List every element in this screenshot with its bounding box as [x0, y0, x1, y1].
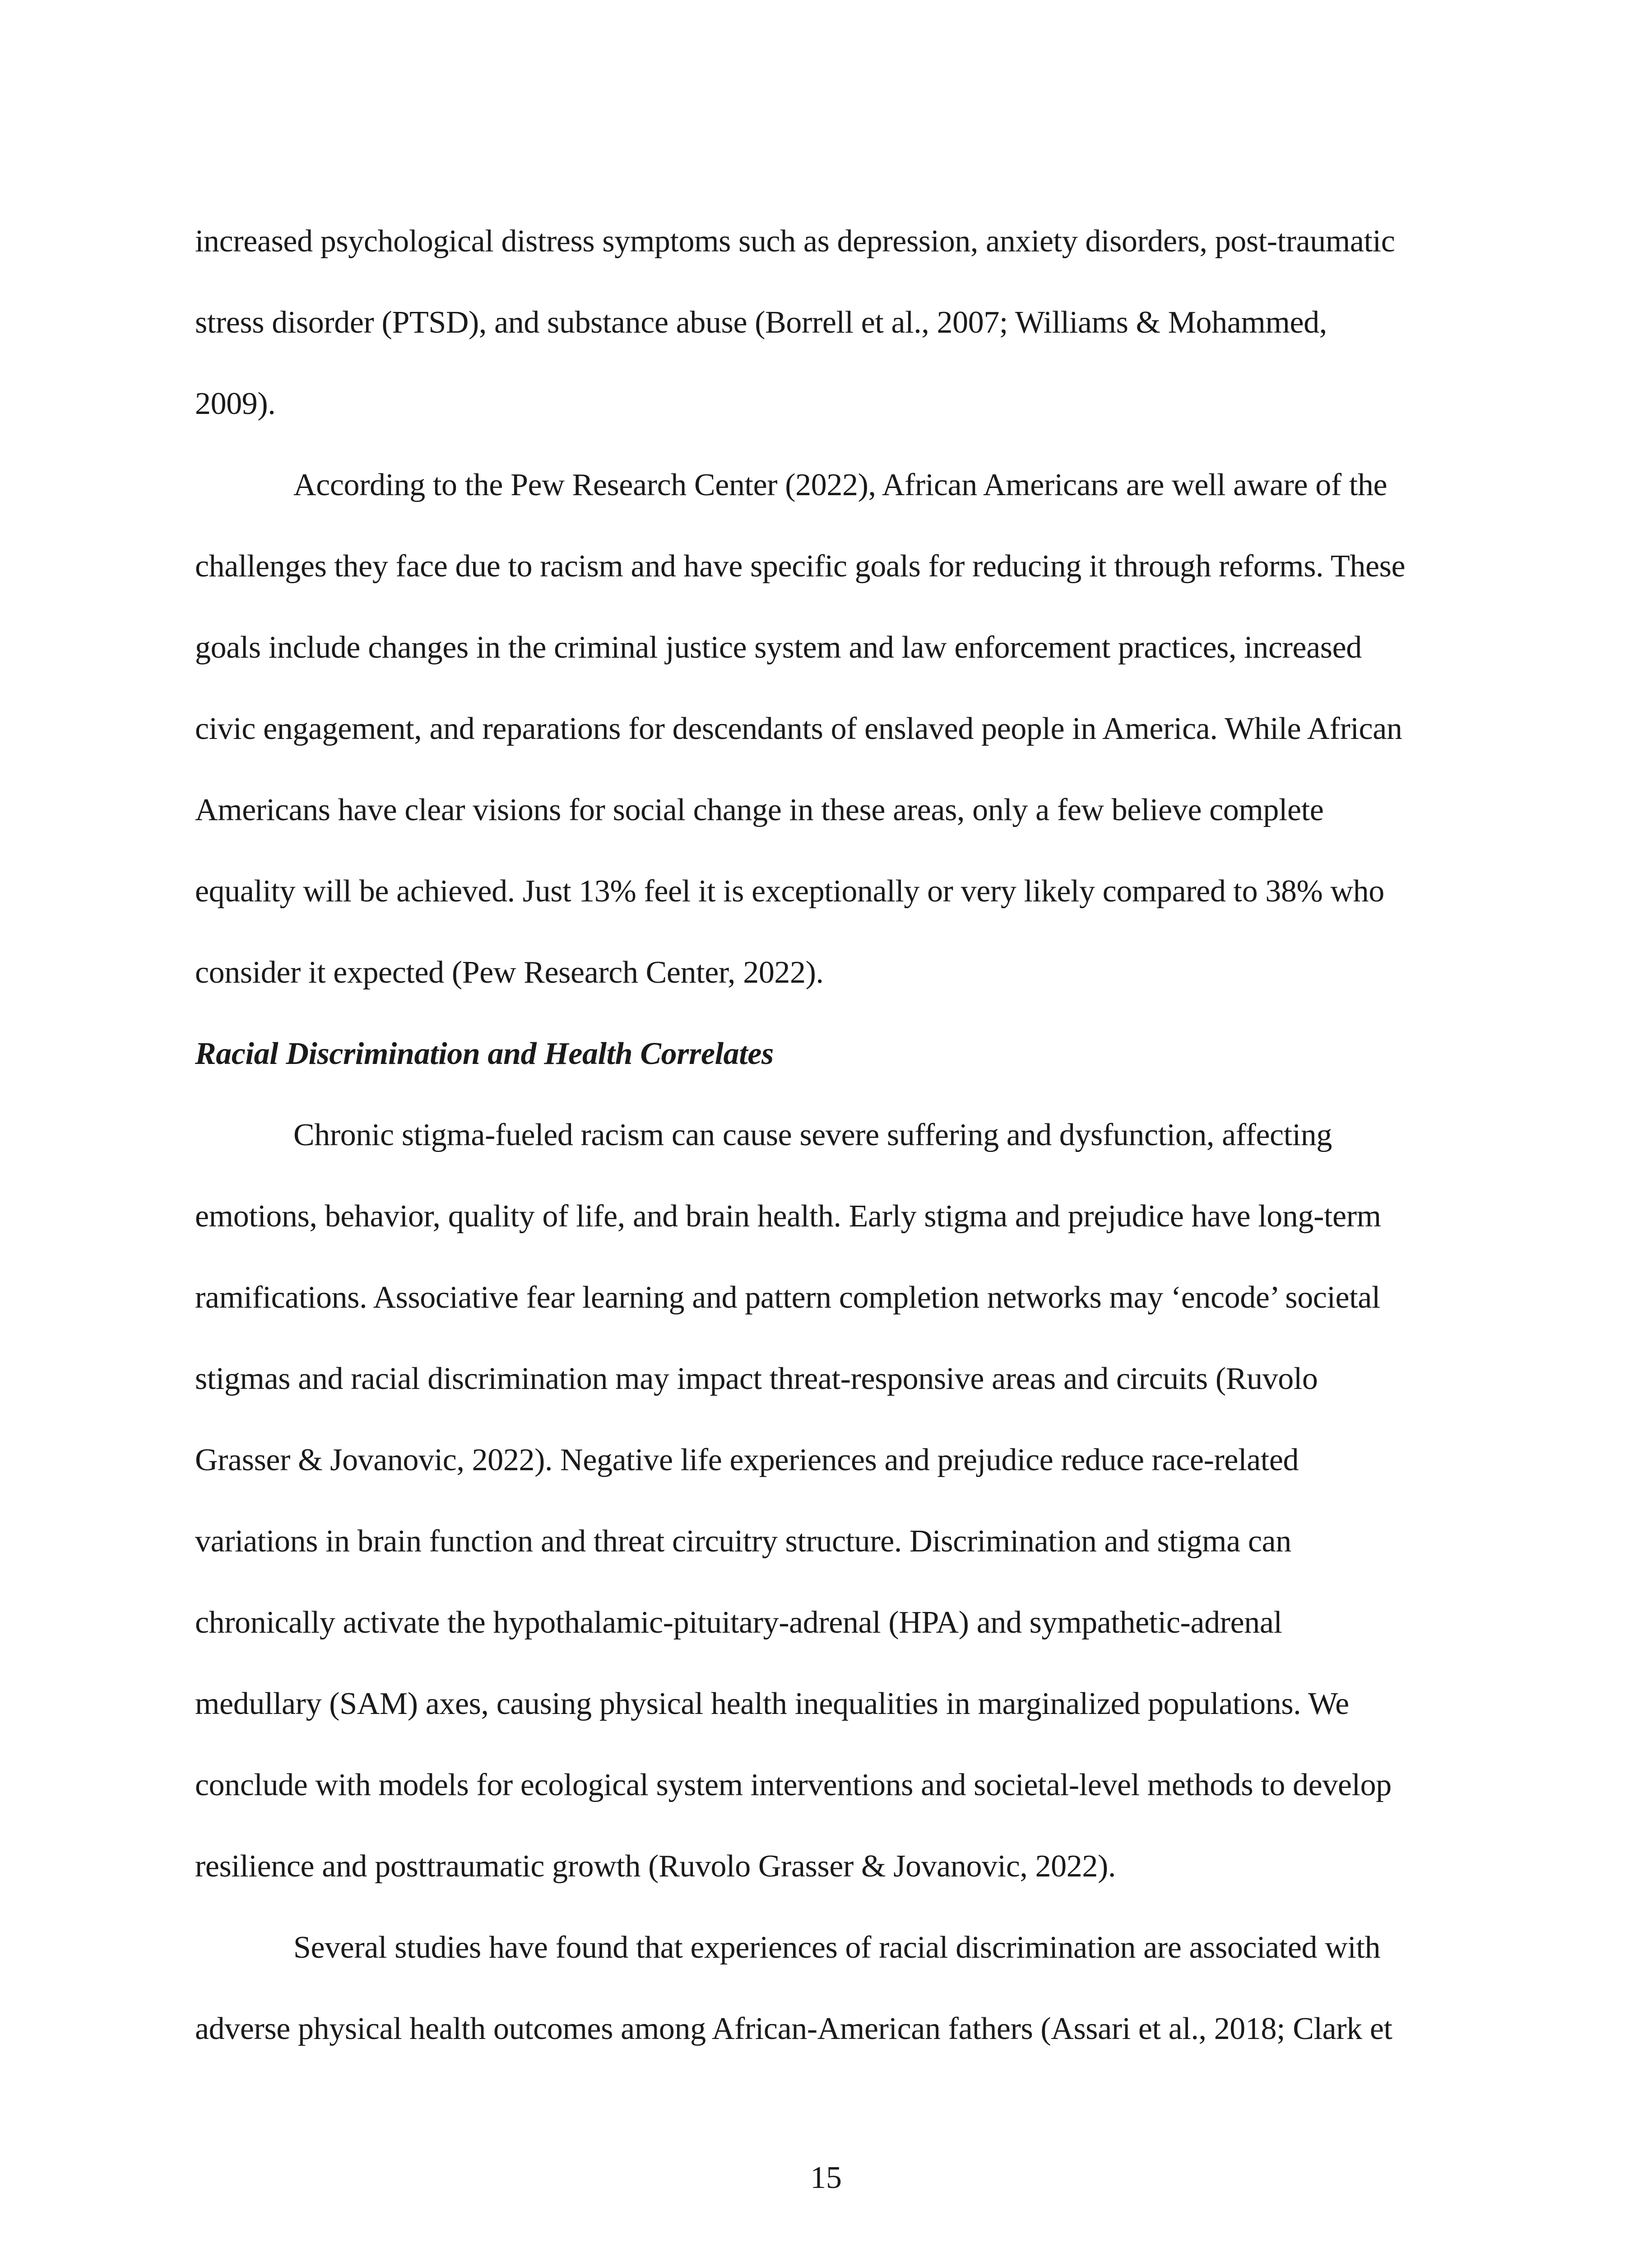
- text-line: Americans have clear visions for social change in these areas, only a few believe complete: [195, 793, 1324, 827]
- section-heading: Racial Discrimination and Health Correlates: [195, 1036, 774, 1071]
- page-number: 15: [810, 2160, 842, 2195]
- text-line: 2009).: [195, 386, 276, 421]
- text-line: adverse physical health outcomes among African-American fathers (Assari et al., 2018; Clark et: [195, 2011, 1392, 2046]
- text-line: challenges they face due to racism and have specific goals for reducing it through reforms. These: [195, 549, 1406, 584]
- text-line: stress disorder (PTSD), and substance abuse (Borrell et al., 2007; Williams & Mohammed,: [195, 305, 1327, 340]
- text-line: medullary (SAM) axes, causing physical health inequalities in marginalized populations. We: [195, 1686, 1349, 1721]
- text-line: equality will be achieved. Just 13% feel it is exceptionally or very likely compared to 38% who: [195, 874, 1384, 909]
- text-line: conclude with models for ecological system interventions and societal-level methods to develop: [195, 1768, 1392, 1802]
- text-line: consider it expected (Pew Research Center, 2022).: [195, 955, 824, 990]
- text-line: ramifications. Associative fear learning and pattern completion networks may ‘encode’ societal: [195, 1280, 1380, 1315]
- text-line: resilience and posttraumatic growth (Ruvolo Grasser & Jovanovic, 2022).: [195, 1849, 1116, 1884]
- text-line: variations in brain function and threat circuitry structure. Discrimination and stigma can: [195, 1524, 1291, 1559]
- text-line: chronically activate the hypothalamic-pituitary-adrenal (HPA) and sympathetic-adrenal: [195, 1605, 1282, 1640]
- text-line: emotions, behavior, quality of life, and brain health. Early stigma and prejudice have long-term: [195, 1199, 1381, 1234]
- text-line: civic engagement, and reparations for descendants of enslaved people in America. While African: [195, 711, 1402, 746]
- text-line: Grasser & Jovanovic, 2022). Negative life experiences and prejudice reduce race-related: [195, 1443, 1299, 1477]
- text-line: increased psychological distress symptoms such as depression, anxiety disorders, post-traumatic: [195, 224, 1395, 259]
- paragraph-first-line: Chronic stigma-fueled racism can cause severe suffering and dysfunction, affecting: [293, 1118, 1332, 1152]
- paragraph-first-line: Several studies have found that experiences of racial discrimination are associated with: [293, 1930, 1381, 1965]
- text-line: goals include changes in the criminal justice system and law enforcement practices, increased: [195, 630, 1362, 665]
- paragraph-first-line: According to the Pew Research Center (2022), African Americans are well aware of the: [293, 468, 1387, 502]
- text-line: stigmas and racial discrimination may impact threat-responsive areas and circuits (Ruvolo: [195, 1361, 1318, 1396]
